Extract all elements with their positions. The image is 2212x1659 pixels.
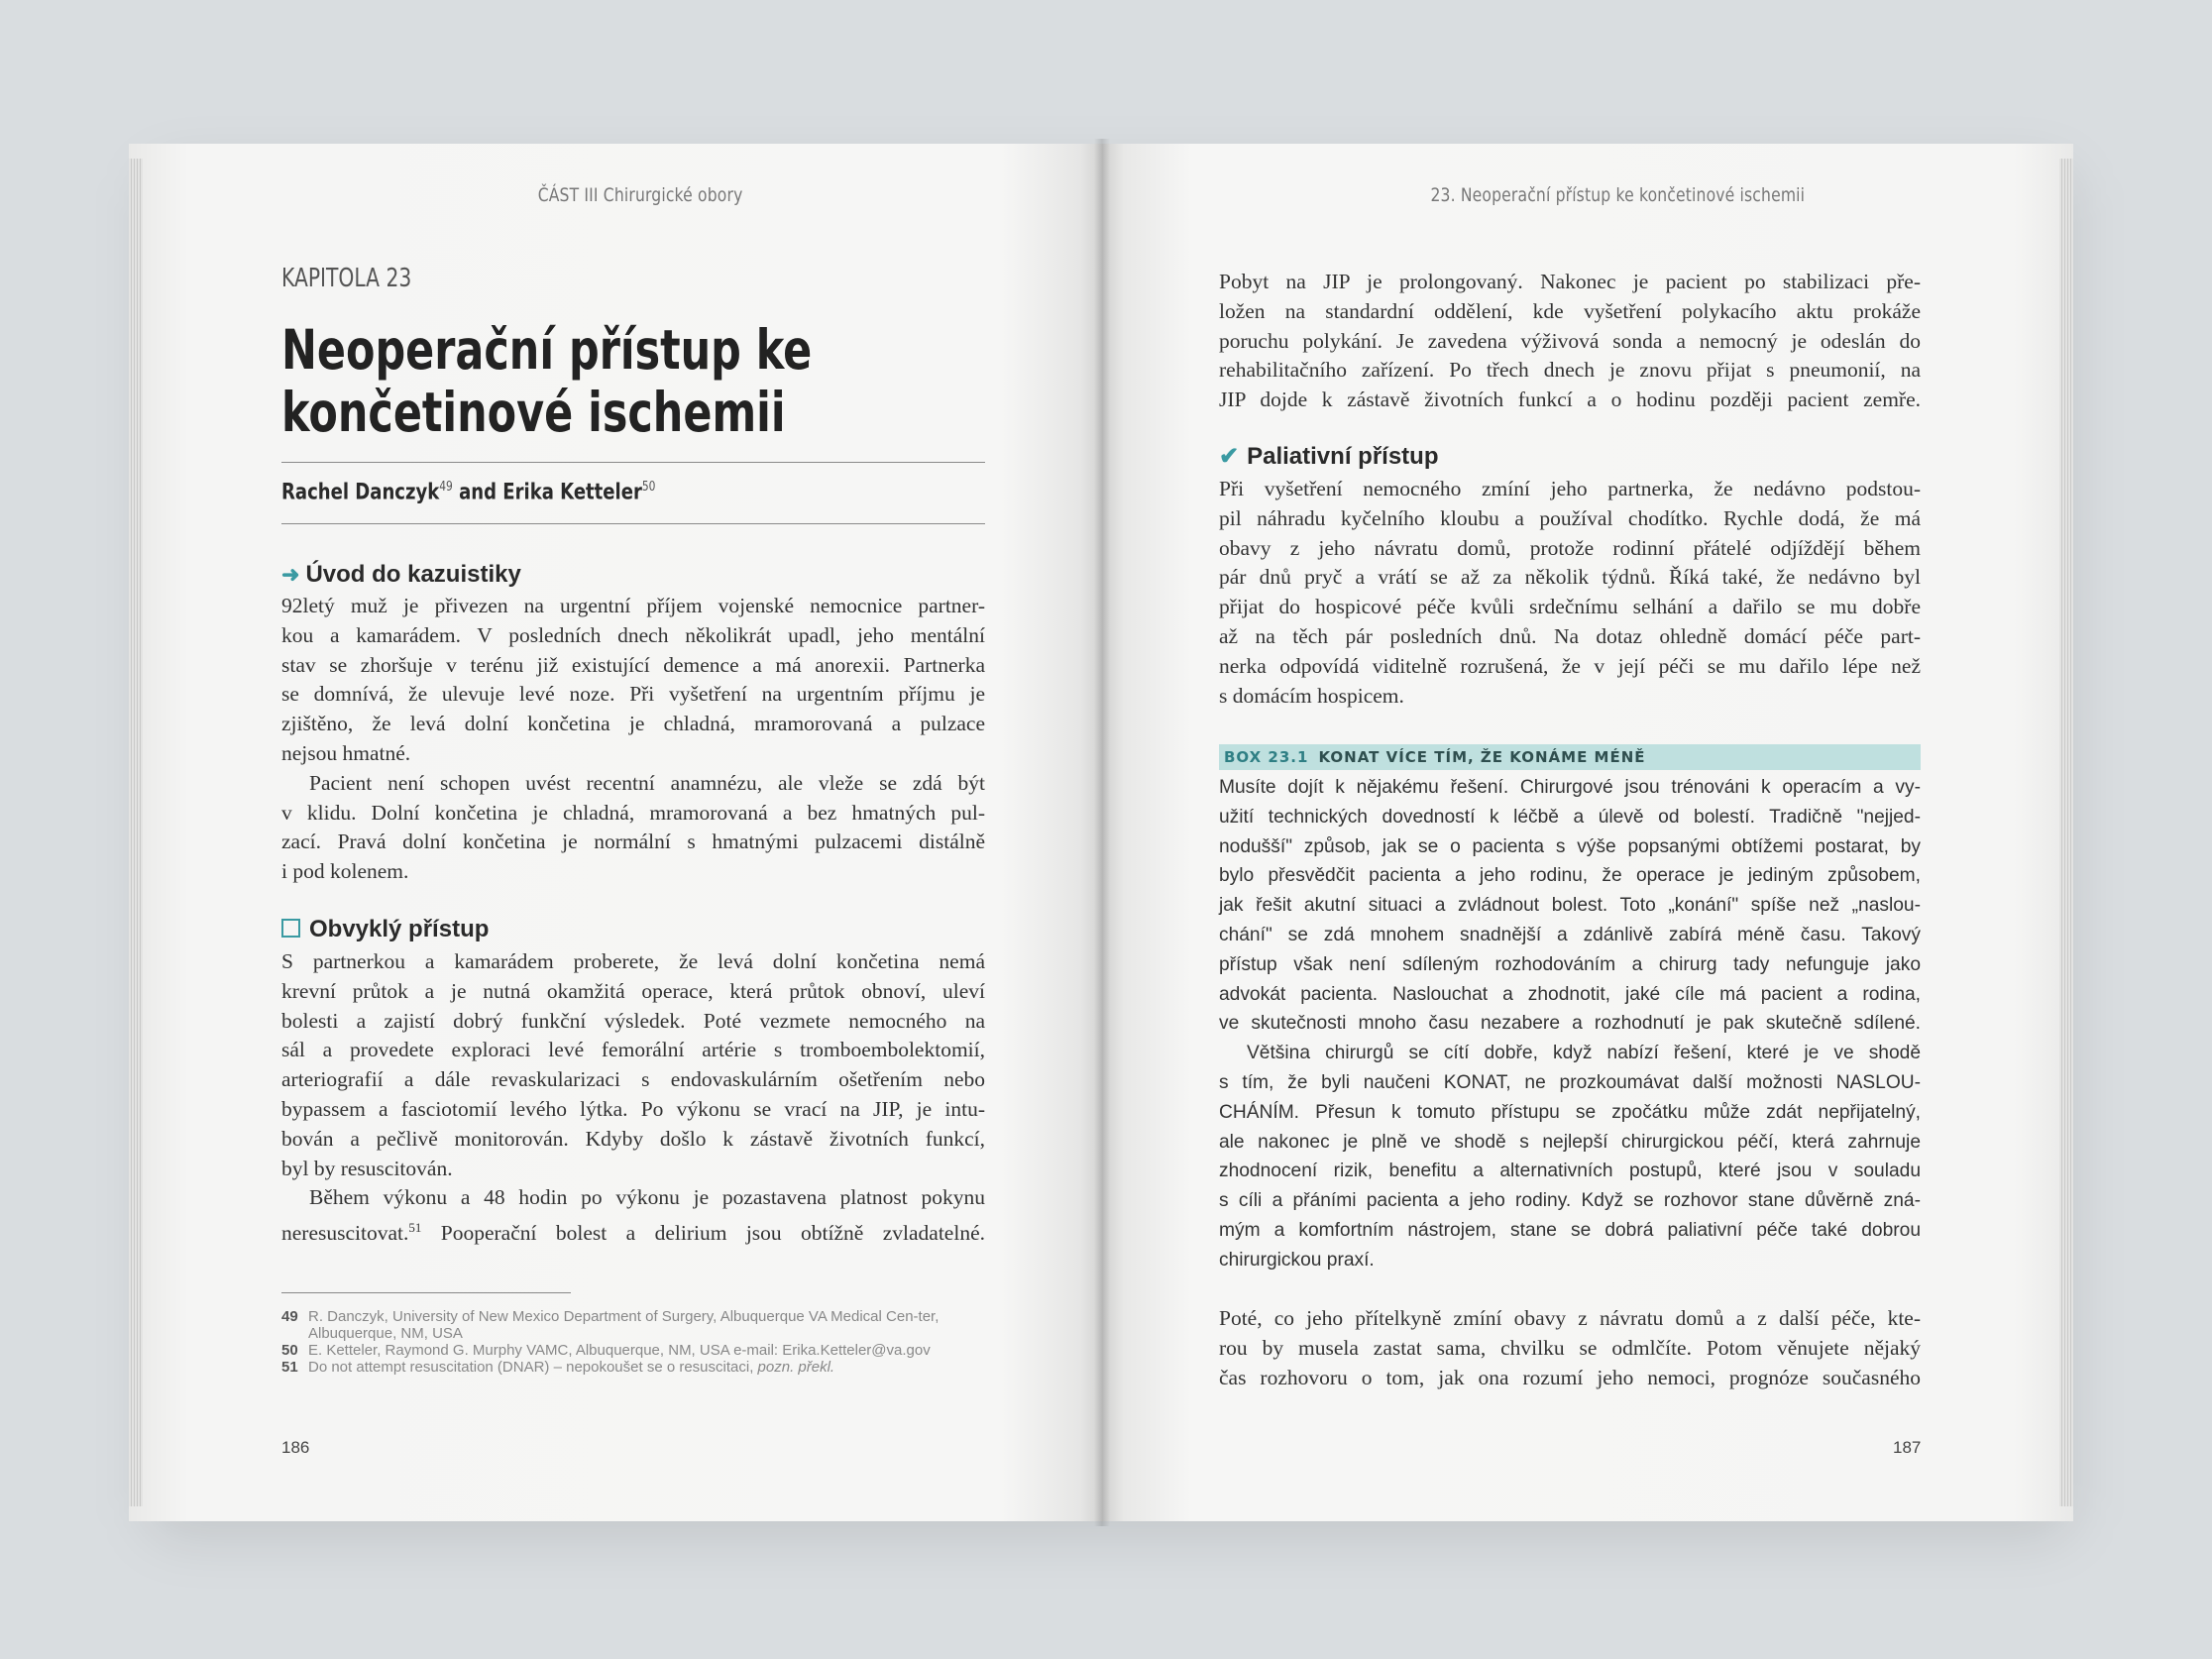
box-header <box>1219 744 1921 770</box>
text-line: ložen na standardní oddělení, kde vyšetření polykacího aktu prokáže <box>1219 298 1921 323</box>
text-span: Pooperační bolest a delirium jsou obtížně zvladatelné. <box>421 1221 985 1246</box>
footnote <box>281 1308 987 1342</box>
footnote-number: 51 <box>281 1359 298 1376</box>
text-line: poruchu polykání. Je zavedena výživová sonda a nemocný je odeslán do <box>1219 328 1921 353</box>
author1-footnote-ref: 49 <box>439 480 453 495</box>
text-line: v klidu. Dolní končetina je chladná, mramorovaná a bez hmatných pul- <box>281 800 985 825</box>
text-line: nerka odpovídá viditelně rozrušená, že v její péči se mu dařilo lépe než <box>1219 653 1921 678</box>
left-running-head: ČÁST III Chirurgické obory <box>537 184 743 206</box>
text-line: Pobyt na JIP je prolongovaný. Nakonec je pacient po stabilizaci pře- <box>1219 270 1921 293</box>
footnote-text: E. Ketteler, Raymond G. Murphy VAMC, Albuquerque, NM, USA e-mail: Erika.Ketteler@va.gov <box>308 1342 931 1359</box>
footnote <box>281 1342 987 1359</box>
page-number-left: 186 <box>281 1438 310 1457</box>
right-intro-body <box>1219 268 1921 415</box>
text-line: i pod kolenem. <box>281 859 409 884</box>
footnote <box>281 1359 987 1376</box>
text-line: ale nakonec je plně ve shodě s nejlepší chirurgickou péčí, která zahrnuje <box>1219 1131 1921 1153</box>
footnote-number: 49 <box>281 1308 298 1325</box>
text-line: rou by musela zastat sama, chvilku se odmlčíte. Potom věnujete nějaký <box>1219 1335 1921 1360</box>
text-line: byl by resuscitován. <box>281 1156 453 1180</box>
author2-name: and Erika Ketteler <box>452 480 642 505</box>
text-line: stav se zhoršuje v terénu již existující demence a má anorexii. Partnerka <box>281 652 985 677</box>
arrow-right-icon: ➜ <box>281 562 300 587</box>
text-line: JIP dojde k zástavě životních funkcí a o hodinu později pacient zemře. <box>1219 387 1921 412</box>
section-heading-usual-text: Obvyklý přístup <box>309 916 490 942</box>
text-line: sál a provedete exploraci levé femorální artérie s tromboembolektomií, <box>281 1038 985 1062</box>
text-line: se domnívá, že ulevuje levé noze. Při vyšetření na urgentním příjmu je <box>281 682 985 707</box>
text-line: bylo přesvědčit pacienta a jeho rodinu, že operace je jediným způsobem, <box>1219 865 1921 887</box>
right-running-head: 23. Neoperační přístup ke končetinové ischemii <box>1430 184 1806 206</box>
text-line: Pacient není schopen uvést recentní anamnézu, ale vleže se zdá být <box>309 770 985 795</box>
text-line: kou a kamarádem. V posledních dnech několikrát upadl, jeho mentální <box>281 622 985 647</box>
text-line: Poté, co jeho přítelkyně zmíní obavy z návratu domů a z další péče, kte- <box>1219 1306 1921 1330</box>
section-palliative-body <box>1219 475 1921 711</box>
text-span: neresuscitovat. <box>281 1221 409 1246</box>
text-line: chání" se zdá mnohem snadnější a zdánlivě zabírá méně času. Takový <box>1219 924 1921 945</box>
text-line: bolesti a zajistí dobrý funkční výsledek. Poté vezmete nemocného na <box>281 1008 985 1033</box>
text-line: čas rozhovoru o tom, jak ona rozumí jeho nemoci, prognóze současného <box>1219 1365 1921 1389</box>
text-line: pár dnů pryč a vrátí se až za několik týdnů. Říká také, že nedávno byl <box>1219 565 1921 590</box>
text-line: Při vyšetření nemocného zmíní jeho partnerka, že nedávno podstou- <box>1219 477 1921 500</box>
footnote-rule <box>281 1292 571 1293</box>
right-page-edges <box>2059 159 2073 1506</box>
text-line: bypassem a fasciotomií levého lýtka. Po výkonu se vrací na JIP, je intu- <box>281 1096 985 1121</box>
text-line: S partnerkou a kamarádem proberete, že levá dolní končetina nemá <box>281 949 985 973</box>
text-line <box>281 1213 985 1249</box>
chapter-label: KAPITOLA 23 <box>281 264 412 293</box>
text-line: chirurgickou praxí. <box>1219 1249 1375 1271</box>
footnote-number: 50 <box>281 1342 298 1359</box>
text-line: mým a komfortním nástrojem, stane se dobrá paliativní péče také dobrou <box>1219 1219 1921 1241</box>
text-line: ve skutečnosti mnoho času nezabere a rozhodnutí je pak skutečně sdílené. <box>1219 1013 1921 1035</box>
footnote-ref-51: 51 <box>408 1220 422 1236</box>
text-line: 92letý muž je přivezen na urgentní příjem vojenské nemocnice partner- <box>281 594 985 617</box>
text-line: s domácím hospicem. <box>1219 683 1404 708</box>
square-outline-icon <box>281 919 300 938</box>
footnote-text: R. Danczyk, University of New Mexico Department of Surgery, Albuquerque VA Medical Cen-ter, Albuquerque, NM, USA <box>308 1308 940 1342</box>
text-line: rehabilitačního zařízení. Po třech dnech je znovu přijat s pneumonií, na <box>1219 358 1921 383</box>
text-line: zací. Pravá dolní končetina je normální s hmatnými pulzacemi distálně <box>281 830 985 854</box>
text-line: obavy z jeho návratu domů, protože rodinní přátelé odjíždějí během <box>1219 535 1921 560</box>
section-intro-body <box>281 592 985 887</box>
title-rule-top <box>281 462 985 463</box>
authors <box>281 480 655 504</box>
text-line: přístup však není sdíleným rozhodováním a chirurg tady nefunguje jako <box>1219 953 1921 975</box>
left-page-edges <box>129 159 143 1506</box>
author1-name: Rachel Danczyk <box>281 480 440 505</box>
text-line: Většina chirurgů se cítí dobře, když nabízí řešení, které je ve shodě <box>1247 1043 1921 1064</box>
text-line: s cíli a přáními pacienta a jeho rodiny. Když se rozhovor stane důvěrně zná- <box>1219 1190 1921 1212</box>
footnote-text <box>308 1359 987 1376</box>
text-line: jak řešit akutní situaci a zvládnout bolest. Toto „konání" spíše než „naslou- <box>1219 895 1921 917</box>
box-title: KONAT VÍCE TÍM, ŽE KONÁME MÉNĚ <box>1318 748 1646 766</box>
section-usual-body <box>281 947 985 1249</box>
text-line: nodušší" způsob, jak se o pacienta s výše popsanými obtížemi postarat, by <box>1219 835 1921 857</box>
footnote-text-main: Do not attempt resuscitation (DNAR) – nepokoušet se o resuscitaci, <box>308 1359 758 1376</box>
text-line: s tím, že byli naučeni KONAT, ne prozkoumávat další možnosti NASLOU- <box>1219 1071 1921 1093</box>
text-line: až na těch pár posledních dnů. Na dotaz ohledně domácí péče part- <box>1219 623 1921 648</box>
text-line: zhodnocení rizik, benefitu a alternativních postupů, které jsou v souladu <box>1219 1161 1921 1182</box>
author2-footnote-ref: 50 <box>641 480 656 495</box>
section-heading-usual <box>281 916 489 943</box>
title-rule-bottom <box>281 523 985 524</box>
section-heading-palliative <box>1219 442 1438 471</box>
text-line: CHÁNÍM. Přesun k tomuto přístupu se zpočátku může zdát nepřijatelný, <box>1219 1101 1921 1123</box>
text-line: nejsou hmatné. <box>281 740 411 765</box>
box-label: BOX 23.1 <box>1224 748 1309 766</box>
chapter-title <box>281 319 869 444</box>
text-line: přijat do hospicové péče kvůli srdečnímu selhání a dařilo se mu dobře <box>1219 595 1921 619</box>
text-line: Musíte dojít k nějakému řešení. Chirurgové jsou trénováni k operacím a vy- <box>1219 777 1921 798</box>
text-line: užití technických dovedností k léčbě a úlevě od bolestí. Tradičně "nejjed- <box>1219 806 1921 828</box>
section-heading-intro <box>281 561 521 589</box>
footnote-text-emph: pozn. překl. <box>757 1359 835 1376</box>
page-number-right: 187 <box>1893 1438 1922 1457</box>
text-line: pil náhradu kyčelního kloubu a používal chodítko. Rychle dodá, že má <box>1219 505 1921 530</box>
section-heading-intro-text: Úvod do kazuistiky <box>305 561 521 588</box>
chapter-title-line2: končetinové ischemii <box>281 381 786 444</box>
box-body <box>1219 773 1921 1275</box>
chapter-title-line1: Neoperační přístup ke <box>281 318 813 382</box>
text-line: Během výkonu a 48 hodin po výkonu je pozastavena platnost pokynu <box>309 1185 985 1210</box>
closing-body <box>1219 1304 1921 1392</box>
footnotes <box>281 1308 987 1376</box>
section-heading-palliative-text: Paliativní přístup <box>1247 443 1439 470</box>
text-line: zjištěno, že levá dolní končetina je chladná, mramorovaná a pulzace <box>281 712 985 736</box>
checkmark-icon: ✔ <box>1219 443 1240 470</box>
text-line: advokát pacienta. Naslouchat a zhodnotit, jaké cíle má pacient a rodina, <box>1219 983 1921 1005</box>
text-line: krevní průtok a je nutná okamžitá operace, která průtok obnoví, uleví <box>281 978 985 1003</box>
text-line: bován a pečlivě monitorován. Kdyby došlo k zástavě životních funkcí, <box>281 1126 985 1151</box>
book-spine <box>1094 139 1110 1526</box>
text-line: arteriografií a dále revaskularizaci s endovaskulárním ošetřením nebo <box>281 1067 985 1092</box>
